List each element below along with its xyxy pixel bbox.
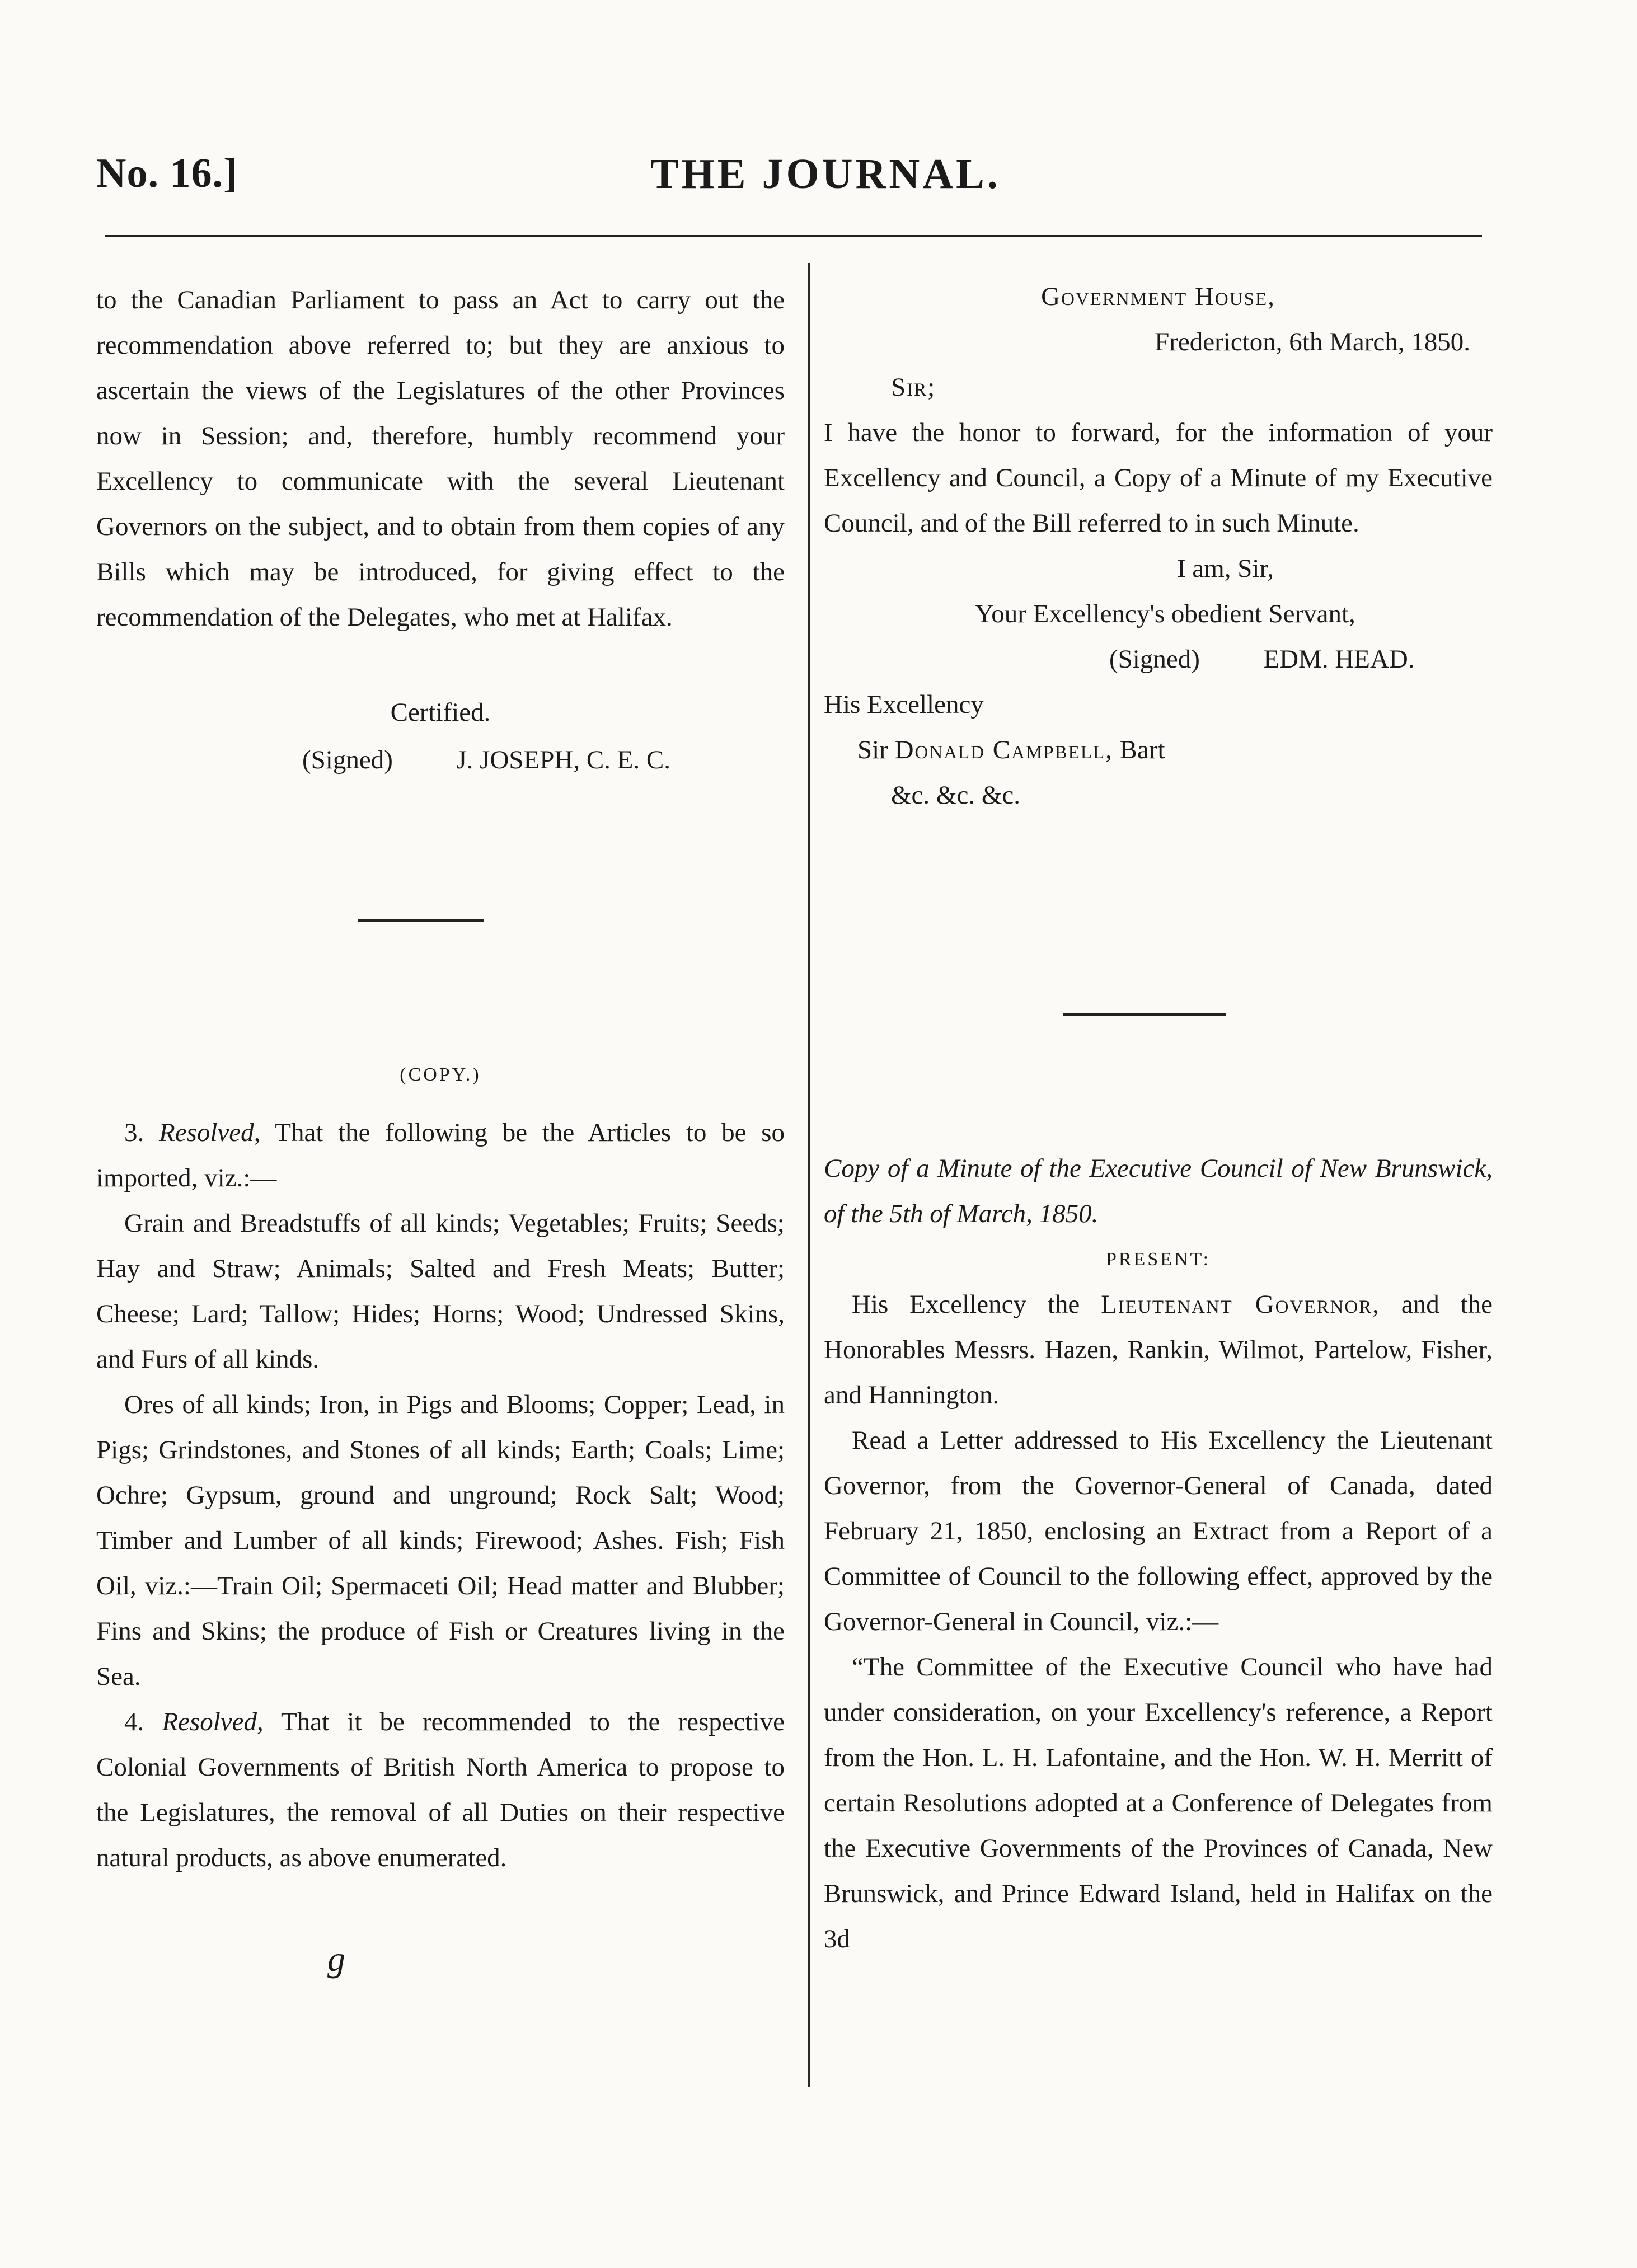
copy-label: (COPY.) [400,1064,481,1085]
column-divider [808,263,810,2087]
addressee-name: Donald Campbell, [894,735,1113,764]
committee-paragraph: “The Committee of the Executive Council who have had under consideration, on your Excellency's reference, a Report from the Hon. L. H. Lafontaine, and the Hon. W. H. Merritt of certain Resolutions adopted at a Conference of Delegates from the Executive Governments of the Provinces of Canada, New Brunswick, and Prince Edward Island, held in Halifax on the 3d [824,1652,1493,1954]
continuation-paragraph: to the Canadian Parliament to pass an Act to carry out the recommendation above referred to; but they are anxious to ascertain the views of the Legislatures of the other Provinces now in Session; and, therefore, humbly recommend your Excellency to communicate with the several Lieutenant Governors on the subject, and to obtain from them copies of any Bills which may be introduced, for giving effect to the recommendation of the Delegates, who met at Halifax. [96,285,785,632]
certified-block [96,690,785,735]
signature-glyph: g [327,1939,345,1979]
letter-place: Government House, [1041,282,1275,311]
present-text-2: and the Honorables Messrs. Hazen, Rankin, Wilmot, Partelow, Fisher, and Hannington. [824,1290,1493,1410]
right-signed-label: (Signed) [1109,645,1200,674]
letter-body: I have the honor to forward, for the information of your Excellency and Council, a Copy of a Minute of my Executive Council, and of the Bill referred to in such Minute. [824,418,1493,538]
left-section-rule [358,919,484,922]
left-signature [302,738,806,783]
header-rule [105,235,1482,237]
present-title: Lieutenant Governor, [1101,1290,1380,1319]
right-signed-name: EDM. HEAD. [1263,645,1415,674]
certified-label: Certified. [390,698,491,727]
left-signed-name: J. JOSEPH, C. E. C. [456,745,670,774]
left-column-continuation [96,278,785,640]
articles-paragraph-2: Ores of all kinds; Iron, in Pigs and Blooms; Copper; Lead, in Pigs; Grindstones, and Stones of all kinds; Earth; Coals; Lime; Ochre; Gypsum, ground and unground; Rock Salt; Wood; Timber and Lumber of all kinds; Firewood; Ashes. Fish; Fish Oil, viz.:—Train Oil; Spermaceti Oil; Head matter and Blubber; Fins and Skins; the produce of Fish or Creatures living in the Sea. [96,1390,785,1691]
res4-text: That it be recommended to the respective Colonial Governments of British North America to propose to the Legislatures, the removal of all Duties on their respective natural products, as above enumerated. [96,1707,785,1872]
addressee-line-1: His Excellency [824,690,984,719]
res3-text: That the following be the Articles to be so imported, viz.:— [96,1118,785,1192]
letter-salutation: Sir; [891,373,936,402]
read-letter-paragraph: Read a Letter addressed to His Excellency the Lieutenant Governor, from the Governor-General of Canada, dated February 21, 1850, enclosing an Extract from a Report of a Committee of Council to the following effect, approved by the Governor-General in Council, viz.:— [824,1426,1493,1636]
addressee-prefix: Sir [857,735,888,764]
journal-title: THE JOURNAL. [650,151,1001,198]
letter-closing-2: Your Excellency's obedient Servant, [975,599,1355,628]
present-label: PRESENT: [1105,1249,1211,1270]
addressee-suffix: Bart [1119,735,1165,764]
copy-label-block [96,1052,785,1097]
letter-closing-1: I am, Sir, [1176,554,1274,583]
present-text-1: His Excellency the [852,1290,1080,1319]
resolution-3 [96,1110,785,1881]
page-number: No. 16.] [96,151,238,196]
letter-date: Fredericton, 6th March, 1850. [1155,327,1470,356]
res3-number: 3. [124,1118,144,1147]
signature-mark [327,1936,372,1981]
addressee-line-3: &c. &c. &c. [891,781,1021,810]
res4-number: 4. [124,1707,144,1736]
res3-resolved: Resolved, [158,1118,261,1147]
minute-block [824,1146,1493,1962]
page-header [96,150,1484,217]
minute-title: Copy of a Minute of the Executive Council of New Brunswick, of the 5th of March, 1850. [824,1154,1493,1228]
left-signed-label: (Signed) [302,745,393,774]
right-section-rule [1063,1013,1226,1016]
letter-block [824,274,1493,818]
res4-resolved: Resolved, [162,1707,264,1736]
articles-paragraph-1: Grain and Breadstuffs of all kinds; Vegetables; Fruits; Seeds; Hay and Straw; Animals; Salted and Fresh Meats; Butter; Cheese; Lard; Tallow; Hides; Horns; Wood; Undressed Skins, and Furs of all kinds. [96,1209,785,1374]
